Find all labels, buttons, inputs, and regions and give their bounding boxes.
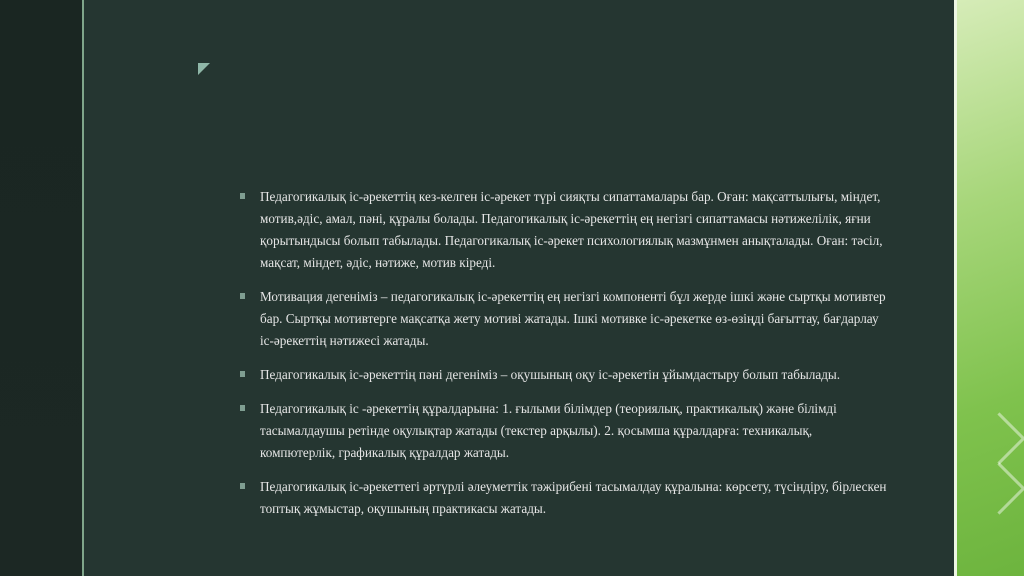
left-decor-band	[0, 0, 82, 576]
bullet-text: Педагогикалық іс -әрекеттің құралдарына: 1. ғылыми білімдер (теориялық, практикалық) және білімді тасымалдаушы ретінде оқулықтар жатады (текстер арқылы). 2. қосымша құралдарға: техникалық, компютерлік, графикалық құралдар жатады.	[260, 401, 837, 460]
bullet-text: Педагогикалық іс-әрекеттегі әртүрлі әлеуметтік тәжірибені тасымалдау құралына: көрсету, түсіндіру, бірлескен топтық жұмыстар, оқушының практикасы жатады.	[260, 479, 887, 516]
chevron-decor-icon	[973, 462, 1024, 514]
square-bullet-icon	[240, 405, 245, 411]
square-bullet-icon	[240, 193, 245, 199]
bullet-item	[240, 186, 890, 274]
bullet-item	[240, 364, 890, 386]
slide-content	[240, 186, 890, 532]
chevron-decor-icon	[973, 412, 1024, 464]
right-edge-line	[954, 0, 957, 576]
triangle-marker-icon	[198, 63, 210, 75]
bullet-text: Педагогикалық іс-әрекеттің пәні дегеніміз – оқушының оқу іс-әрекетін ұйымдастыру болып табылады.	[260, 367, 841, 382]
bullet-text: Педагогикалық іс-әрекеттің кез-келген іс-әрекет түрі сияқты сипаттамалары бар. Оған: мақсаттылығы, міндет, мотив,әдіс, амал, пәні, құралы болады. Педагогикалық іс-әрекеттің ең негізгі сипаттамасы нәтижелілік, яғни қорытындысы болып табылады. Педагогикалық іс-әрекет психологиялық мазмұнмен анықталады. Оған: тәсіл, мақсат, міндет, әдіс, нәтиже, мотив кіреді.	[260, 189, 883, 270]
bullet-text: Мотивация дегеніміз – педагогикалық іс-әрекеттің ең негізгі компоненті бұл жерде ішкі және сыртқы мотивтер бар. Сыртқы мотивтерге мақсатқа жету мотиві жатады. Ішкі мотивке іс-әрекетке өз-өзіңді бағыттау, бағдарлау іс-әрекеттің нәтижесі жатады.	[260, 289, 886, 348]
right-decor-band	[954, 0, 1024, 576]
square-bullet-icon	[240, 483, 245, 489]
bullet-item	[240, 286, 890, 352]
square-bullet-icon	[240, 293, 245, 299]
bullet-item	[240, 398, 890, 464]
bullet-item	[240, 476, 890, 520]
square-bullet-icon	[240, 371, 245, 377]
